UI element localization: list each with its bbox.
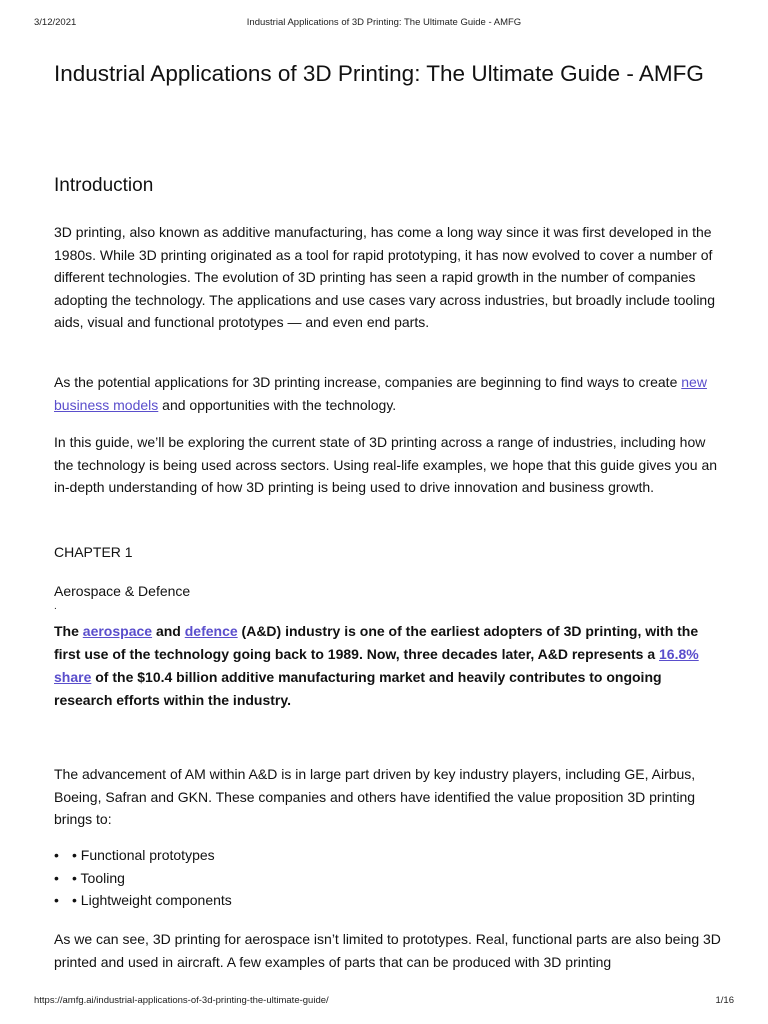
list-item — [54, 867, 454, 890]
page-number: 1/16 — [715, 995, 734, 1006]
guide-overview-paragraph: In this guide, we’ll be exploring the current state of 3D printing across a range of industries, including how the technology is being used across sectors. Using real-life examples, we hope that this guide gives you an in-depth understanding of how 3D printing is being used to drive innovation and business growth. — [54, 434, 718, 496]
section-title: Aerospace & Defence — [54, 583, 191, 599]
print-header — [0, 17, 768, 31]
list-item — [54, 889, 454, 912]
list-item — [54, 844, 454, 867]
industry-players-paragraph: The advancement of AM within A&D is in large part driven by key industry players, including GE, Airbus, Boeing, Safran and GKN. These companies and others have identified the value proposition 3D printing brings to: — [54, 766, 696, 828]
list-item-text: • Functional prototypes — [72, 847, 215, 863]
bullet-icon: • — [54, 892, 59, 908]
defence-link[interactable]: defence — [184, 623, 238, 639]
intro-paragraph: 3D printing, also known as additive manufacturing, has come a long way since it was first developed in the 1980s. While 3D printing originated as a tool for rapid prototyping, it has now evolved to cover a number of different technologies. The evolution of 3D printing has seen a rapid growth in the number of companies adopting the technology. The applications and use cases vary across industries, but broadly include tooling aids, visual and functional prototypes — and even end parts. — [54, 224, 716, 331]
text-run: and — [152, 623, 185, 639]
text-run: (A&D) industry is one of the earliest adopters of 3D printing, with the first use of the technology going back to 1989. Now, three decades later, A&D represents a — [54, 623, 699, 662]
list-item-text: • Tooling — [72, 869, 125, 886]
aerospace-link[interactable]: aerospace — [82, 623, 153, 639]
functional-parts-paragraph: As we can see, 3D printing for aerospace isn’t limited to prototypes. Real, functional parts are also being 3D printed and used in aircraft. A few examples of parts that can be produced with 3D printing — [54, 931, 721, 970]
print-title: Industrial Applications of 3D Printing: The Ultimate Guide - AMFG — [246, 17, 522, 28]
new-business-models-link[interactable]: new business models — [54, 374, 707, 413]
list-item-text: • Lightweight components — [72, 892, 232, 908]
article-title: Industrial Applications of 3D Printing: The Ultimate Guide - AMFG — [54, 61, 704, 86]
article-content — [54, 58, 722, 970]
market-share-link[interactable]: 16.8% share — [54, 646, 699, 685]
print-url: https://amfg.ai/industrial-applications-of-3d-printing-the-ultimate-guide/ — [34, 995, 329, 1006]
business-models-paragraph — [54, 371, 722, 416]
text-run: The — [54, 623, 83, 639]
bullet-icon: • — [54, 869, 59, 886]
print-date: 3/12/2021 — [34, 17, 77, 28]
bullet-icon: • — [54, 847, 59, 863]
chapter-label: CHAPTER 1 — [54, 544, 133, 560]
stray-dot: . — [54, 601, 57, 612]
print-footer — [0, 995, 768, 1009]
intro-heading: Introduction — [54, 175, 154, 196]
text-run: and opportunities with the technology. — [158, 396, 397, 413]
text-run: As the potential applications for 3D printing increase, companies are beginning to find ways to create — [54, 374, 682, 390]
value-proposition-list — [54, 844, 454, 912]
aerospace-lead-paragraph — [54, 620, 722, 712]
text-run: of the $10.4 billion additive manufacturing market and heavily contributes to ongoing research efforts within the industry. — [54, 669, 662, 708]
